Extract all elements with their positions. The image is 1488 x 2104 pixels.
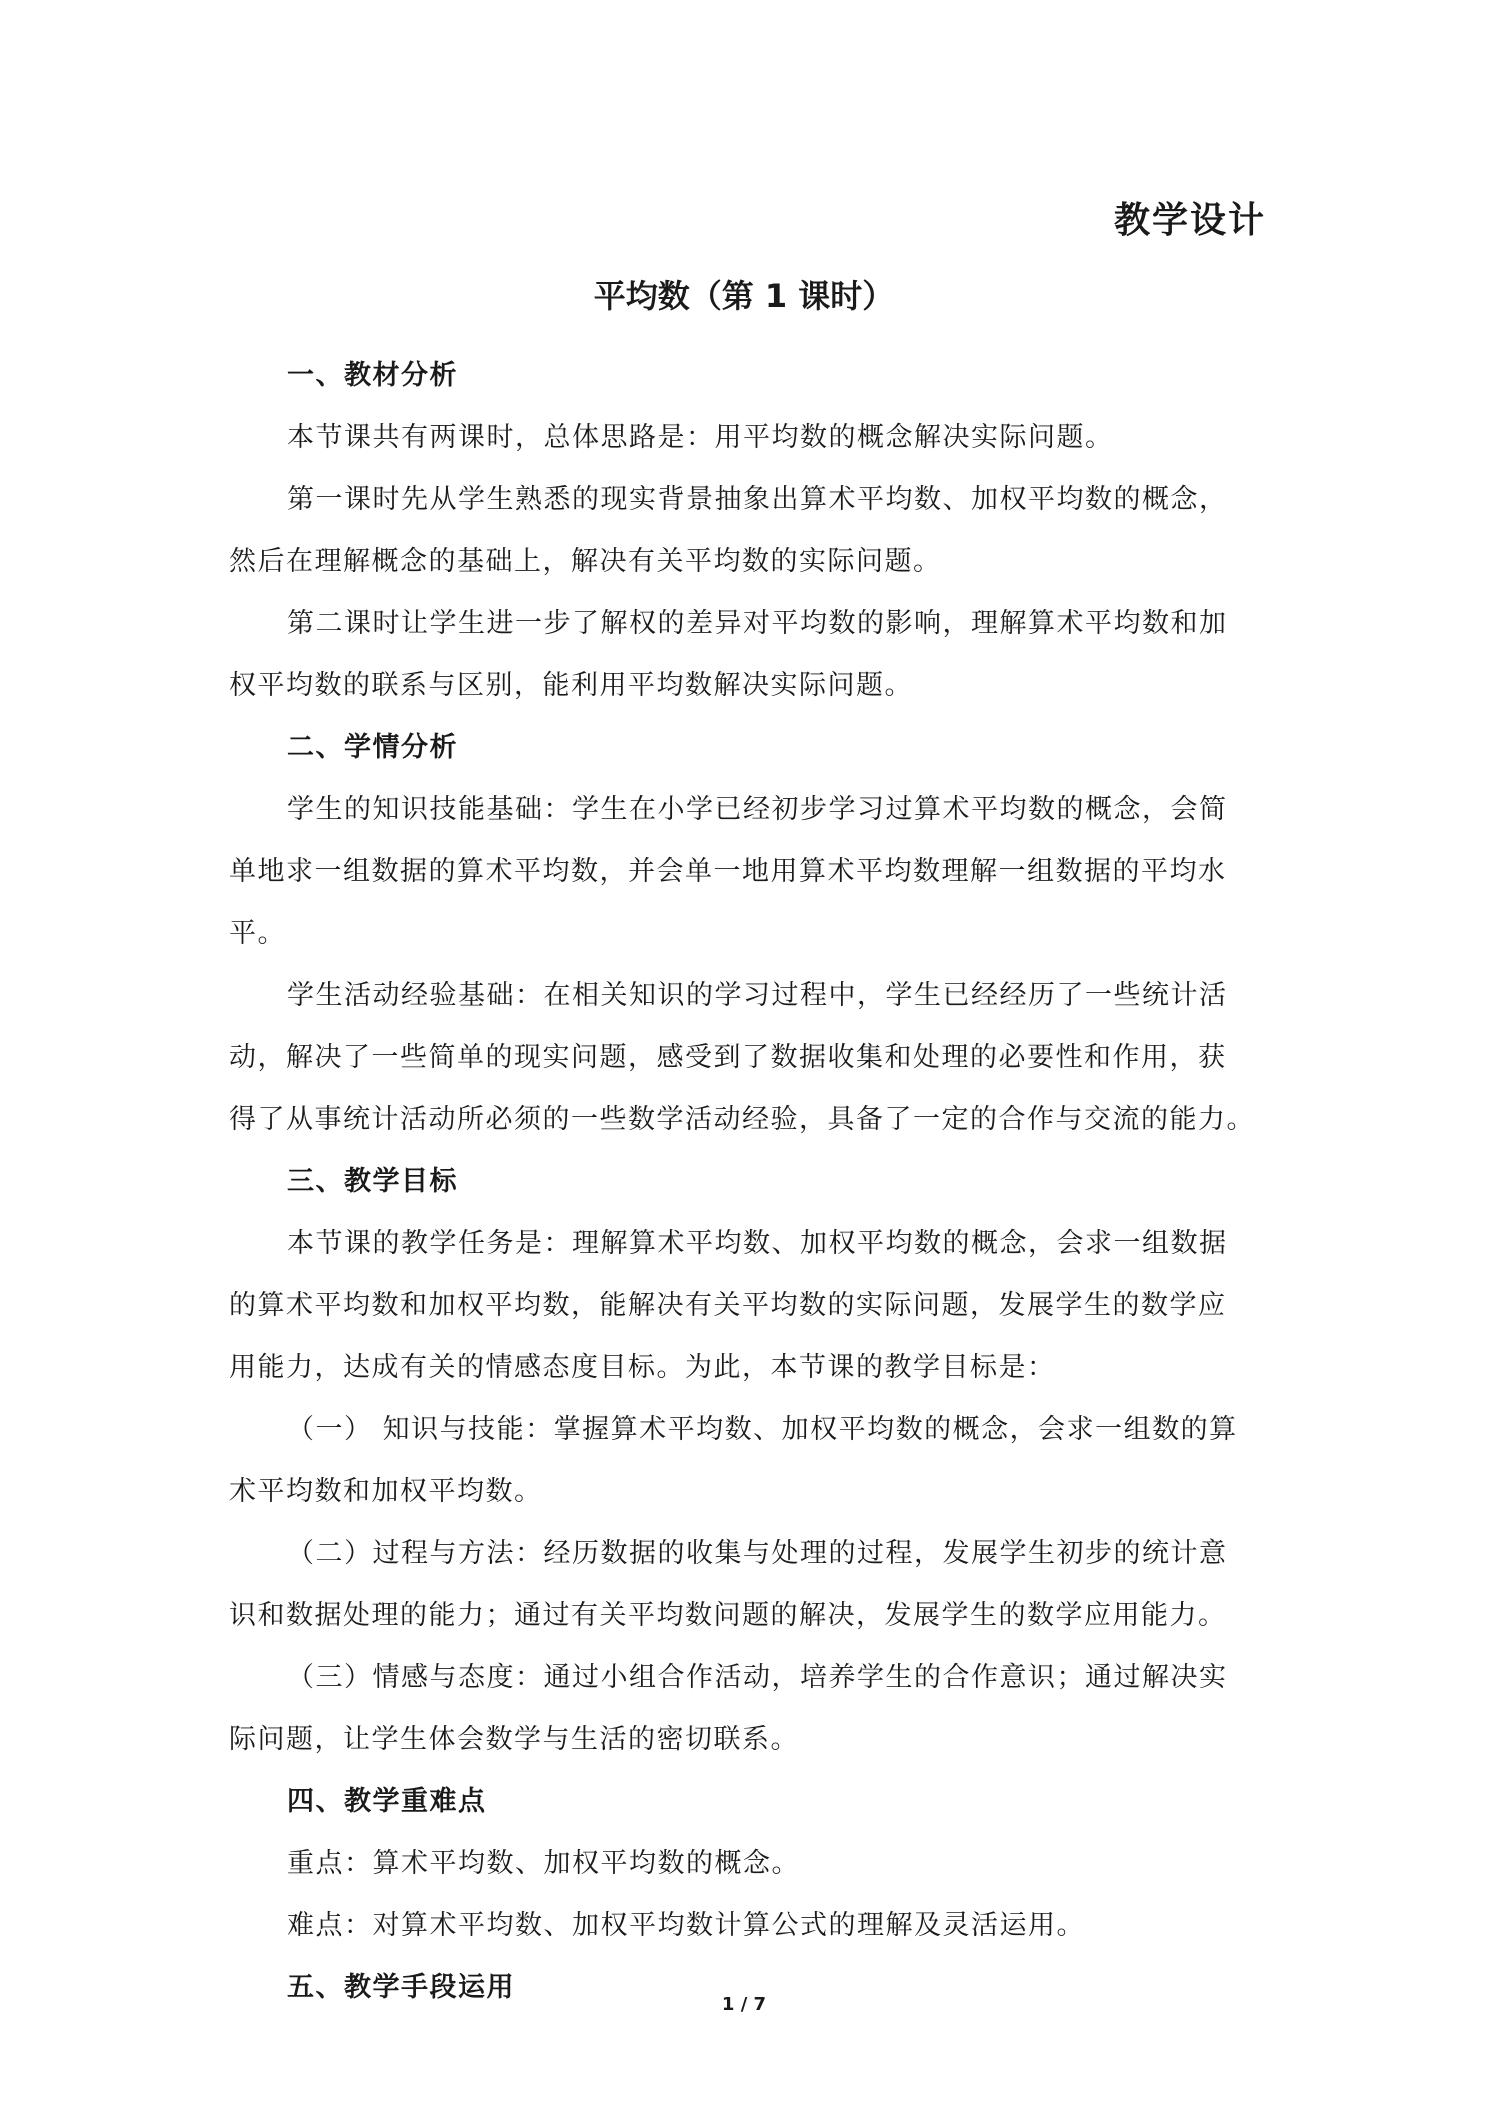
page-title: 平均数（第 1 课时） [593, 277, 895, 315]
objective-process-line: 识和数据处理的能力；通过有关平均数问题的解决，发展学生的数学应用能力。 [229, 1600, 1227, 1631]
paragraph-line: 得了从事统计活动所必须的一些数学活动经验，具备了一定的合作与交流的能力。 [229, 1104, 1255, 1135]
section-heading-key-difficult-points: 四、教学重难点 [287, 1786, 487, 1817]
document-type-label: 教学设计 [1113, 200, 1266, 241]
page-number: 1 / 7 [721, 1994, 767, 2015]
objective-attitude-line: （三）情感与态度：通过小组合作活动，培养学生的合作意识；通过解决实 [287, 1662, 1228, 1693]
section-heading-teaching-means: 五、教学手段运用 [287, 1972, 515, 2003]
document-body [229, 345, 1261, 2019]
paragraph-line: 第二课时让学生进一步了解权的差异对平均数的影响，理解算术平均数和加 [287, 608, 1228, 639]
paragraph-line: 本节课的教学任务是：理解算术平均数、加权平均数的概念，会求一组数据 [287, 1228, 1228, 1259]
objective-attitude-line: 际问题，让学生体会数学与生活的密切联系。 [229, 1724, 799, 1755]
paragraph-line: 动，解决了一些简单的现实问题，感受到了数据收集和处理的必要性和作用，获 [229, 1042, 1227, 1073]
objective-knowledge-line: 术平均数和加权平均数。 [229, 1476, 543, 1507]
section-heading-teaching-objectives: 三、教学目标 [287, 1166, 458, 1197]
paragraph-line: 第一课时先从学生熟悉的现实背景抽象出算术平均数、加权平均数的概念， [287, 484, 1228, 515]
section-heading-learner-analysis: 二、学情分析 [287, 732, 458, 763]
paragraph-line: 学生的知识技能基础：学生在小学已经初步学习过算术平均数的概念，会简 [287, 794, 1228, 825]
objective-knowledge-line: （一） 知识与技能：掌握算术平均数、加权平均数的概念，会求一组数的算 [287, 1414, 1238, 1445]
paragraph-line: 单地求一组数据的算术平均数，并会单一地用算术平均数理解一组数据的平均水 [229, 856, 1227, 887]
paragraph-line: 权平均数的联系与区别，能利用平均数解决实际问题。 [229, 670, 913, 701]
section-heading-textbook-analysis: 一、教材分析 [287, 360, 458, 391]
paragraph-line: 用能力，达成有关的情感态度目标。为此，本节课的教学目标是： [229, 1352, 1056, 1383]
objective-process-line: （二）过程与方法：经历数据的收集与处理的过程，发展学生初步的统计意 [287, 1538, 1228, 1569]
paragraph-line: 平。 [229, 918, 286, 949]
paragraph-line: 然后在理解概念的基础上，解决有关平均数的实际问题。 [229, 546, 942, 577]
paragraph-line: 的算术平均数和加权平均数，能解决有关平均数的实际问题，发展学生的数学应 [229, 1290, 1227, 1321]
paragraph-line: 学生活动经验基础：在相关知识的学习过程中，学生已经经历了一些统计活 [287, 980, 1228, 1011]
key-point-line: 重点：算术平均数、加权平均数的概念。 [287, 1848, 800, 1879]
difficult-point-line: 难点：对算术平均数、加权平均数计算公式的理解及灵活运用。 [287, 1910, 1085, 1941]
paragraph-line: 本节课共有两课时，总体思路是：用平均数的概念解决实际问题。 [287, 422, 1114, 453]
